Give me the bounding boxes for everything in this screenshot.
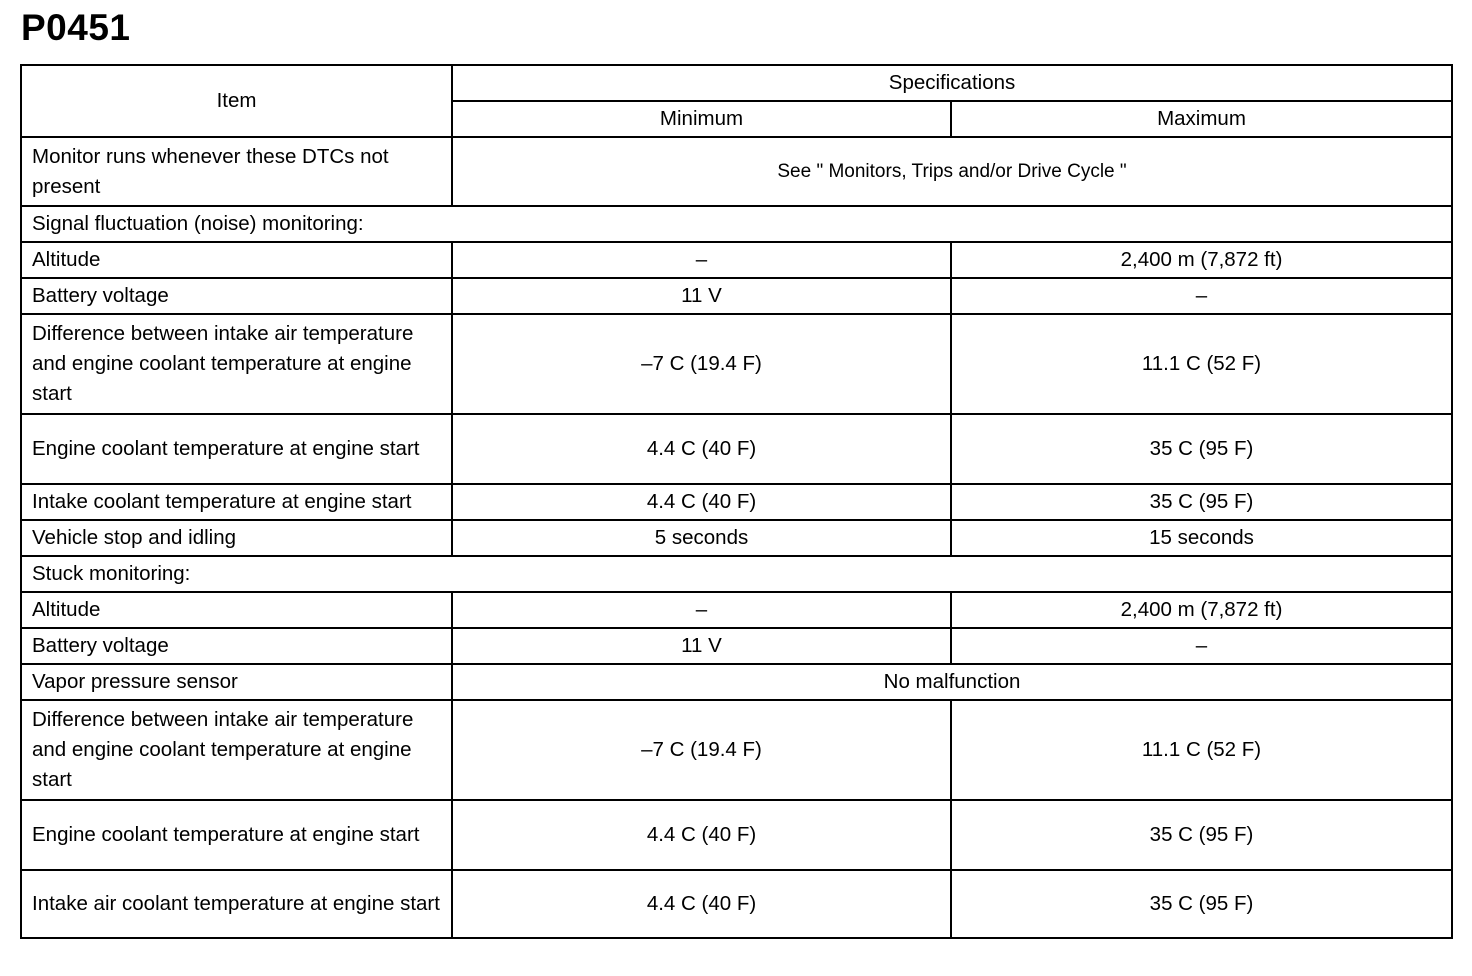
row-item: Battery voltage bbox=[21, 278, 452, 314]
row-minimum: 4.4 C (40 F) bbox=[452, 800, 951, 870]
header-item: Item bbox=[21, 65, 452, 137]
page-title: P0451 bbox=[21, 7, 131, 48]
table-row bbox=[21, 870, 1452, 938]
row-item: Vapor pressure sensor bbox=[21, 664, 452, 700]
row-minimum: 4.4 C (40 F) bbox=[452, 414, 951, 484]
row-minimum: –7 C (19.4 F) bbox=[452, 314, 951, 414]
header-maximum: Maximum bbox=[951, 101, 1452, 137]
table-row bbox=[21, 628, 1452, 664]
noise-section-row bbox=[21, 206, 1452, 242]
table-row bbox=[21, 592, 1452, 628]
row-maximum: 35 C (95 F) bbox=[951, 870, 1452, 938]
table-row bbox=[21, 484, 1452, 520]
row-maximum: – bbox=[951, 628, 1452, 664]
row-value: No malfunction bbox=[452, 664, 1452, 700]
row-maximum: – bbox=[951, 278, 1452, 314]
row-item: Intake coolant temperature at engine start bbox=[21, 484, 452, 520]
table-row bbox=[21, 520, 1452, 556]
row-maximum: 2,400 m (7,872 ft) bbox=[951, 592, 1452, 628]
precondition-row bbox=[21, 137, 1452, 206]
row-item: Intake air coolant temperature at engine start bbox=[21, 870, 452, 938]
row-item: Altitude bbox=[21, 242, 452, 278]
specification-table bbox=[20, 64, 1453, 939]
row-maximum: 35 C (95 F) bbox=[951, 414, 1452, 484]
row-minimum: –7 C (19.4 F) bbox=[452, 700, 951, 800]
row-minimum: 11 V bbox=[452, 628, 951, 664]
table-row bbox=[21, 242, 1452, 278]
row-minimum: 5 seconds bbox=[452, 520, 951, 556]
table-row bbox=[21, 278, 1452, 314]
row-minimum: 11 V bbox=[452, 278, 951, 314]
header-specifications: Specifications bbox=[452, 65, 1452, 101]
table-row bbox=[21, 664, 1452, 700]
row-minimum: 4.4 C (40 F) bbox=[452, 484, 951, 520]
precondition-value: See " Monitors, Trips and/or Drive Cycle " bbox=[452, 137, 1452, 206]
row-minimum: 4.4 C (40 F) bbox=[452, 870, 951, 938]
header-row bbox=[21, 65, 1452, 101]
row-maximum: 11.1 C (52 F) bbox=[951, 700, 1452, 800]
row-item: Difference between intake air temperature and engine coolant temperature at engine start bbox=[21, 314, 452, 414]
stuck-section-row bbox=[21, 556, 1452, 592]
stuck-section-title: Stuck monitoring: bbox=[21, 556, 1452, 592]
row-item: Battery voltage bbox=[21, 628, 452, 664]
precondition-item: Monitor runs whenever these DTCs not present bbox=[21, 137, 452, 206]
row-item: Engine coolant temperature at engine start bbox=[21, 800, 452, 870]
row-maximum: 2,400 m (7,872 ft) bbox=[951, 242, 1452, 278]
row-minimum: – bbox=[452, 592, 951, 628]
row-item: Difference between intake air temperature and engine coolant temperature at engine start bbox=[21, 700, 452, 800]
row-maximum: 35 C (95 F) bbox=[951, 484, 1452, 520]
noise-section-title: Signal fluctuation (noise) monitoring: bbox=[21, 206, 1452, 242]
row-maximum: 35 C (95 F) bbox=[951, 800, 1452, 870]
table-row bbox=[21, 700, 1452, 800]
header-minimum: Minimum bbox=[452, 101, 951, 137]
table-row bbox=[21, 414, 1452, 484]
row-maximum: 15 seconds bbox=[951, 520, 1452, 556]
row-item: Engine coolant temperature at engine start bbox=[21, 414, 452, 484]
table-row bbox=[21, 314, 1452, 414]
row-maximum: 11.1 C (52 F) bbox=[951, 314, 1452, 414]
table-row bbox=[21, 800, 1452, 870]
row-item: Altitude bbox=[21, 592, 452, 628]
row-item: Vehicle stop and idling bbox=[21, 520, 452, 556]
row-minimum: – bbox=[452, 242, 951, 278]
